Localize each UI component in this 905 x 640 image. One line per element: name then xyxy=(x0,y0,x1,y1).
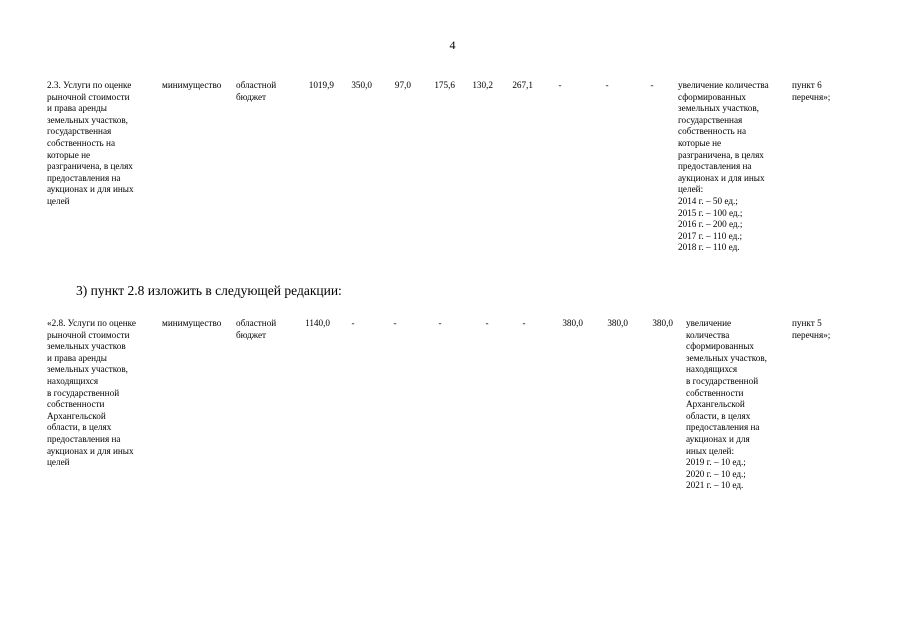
value-2017: 130,2 xyxy=(472,80,493,90)
value-2015: 97,0 xyxy=(394,80,411,90)
page-number: 4 xyxy=(449,38,456,52)
executor: минимущество xyxy=(162,318,222,328)
value-2021: 380,0 xyxy=(652,318,673,328)
item-name: «2.8. Услуги по оценке рыночной стоимости земельных участков и права аренды земельных участков, находящихся в государственной собственности Архангельской области, в целях предоставления на аукционах и для иных целей xyxy=(47,318,136,468)
value-2021: - xyxy=(650,80,654,90)
reference: пункт 5 перечня»; xyxy=(792,318,831,340)
value-2020: 380,0 xyxy=(607,318,628,328)
value-2016: - xyxy=(438,318,442,328)
total-value: 1140,0 xyxy=(305,318,330,328)
funding-source: областной бюджет xyxy=(236,80,277,102)
value-2019: - xyxy=(558,80,562,90)
value-2018: - xyxy=(522,318,526,328)
item-name: 2.3. Услуги по оценке рыночной стоимости и права аренды земельных участков, государственная собственность на которые не разграничена, в целях предоставления на аукционах и для иных целей xyxy=(47,80,134,206)
amendment-heading: 3) пункт 2.8 изложить в следующей редакции: xyxy=(76,283,342,298)
reference: пункт 6 перечня»; xyxy=(792,80,831,102)
value-2014: - xyxy=(351,318,355,328)
total-value: 1019,9 xyxy=(308,80,334,90)
value-2017: - xyxy=(485,318,489,328)
expected-result: увеличение количества сформированных земельных участков, государственная собственность на которые не разграничена, в целях предоставления на аукционах и для иных целей: 2014 г. – 50 ед.; 2015 г. – 100 ед.; 2016 г. – 200 ед.; 2017 г. – 110 ед.; 2018 г. – 110 ед. xyxy=(678,80,769,253)
value-2019: 380,0 xyxy=(562,318,583,328)
executor: минимущество xyxy=(162,80,222,90)
value-2015: - xyxy=(393,318,397,328)
value-2020: - xyxy=(605,80,609,90)
value-2016: 175,6 xyxy=(434,80,455,90)
funding-source: областной бюджет xyxy=(236,318,277,340)
value-2018: 267,1 xyxy=(512,80,533,90)
expected-result: увеличение количества сформированных земельных участков, находящихся в государственной собственности Архангельской области, в целях предоставления на аукционах и для иных целей: 2019 г. – 10 ед.; 2020 г. – 10 ед.; 2021 г. – 10 ед. xyxy=(686,318,767,491)
value-2014: 350,0 xyxy=(351,80,372,90)
